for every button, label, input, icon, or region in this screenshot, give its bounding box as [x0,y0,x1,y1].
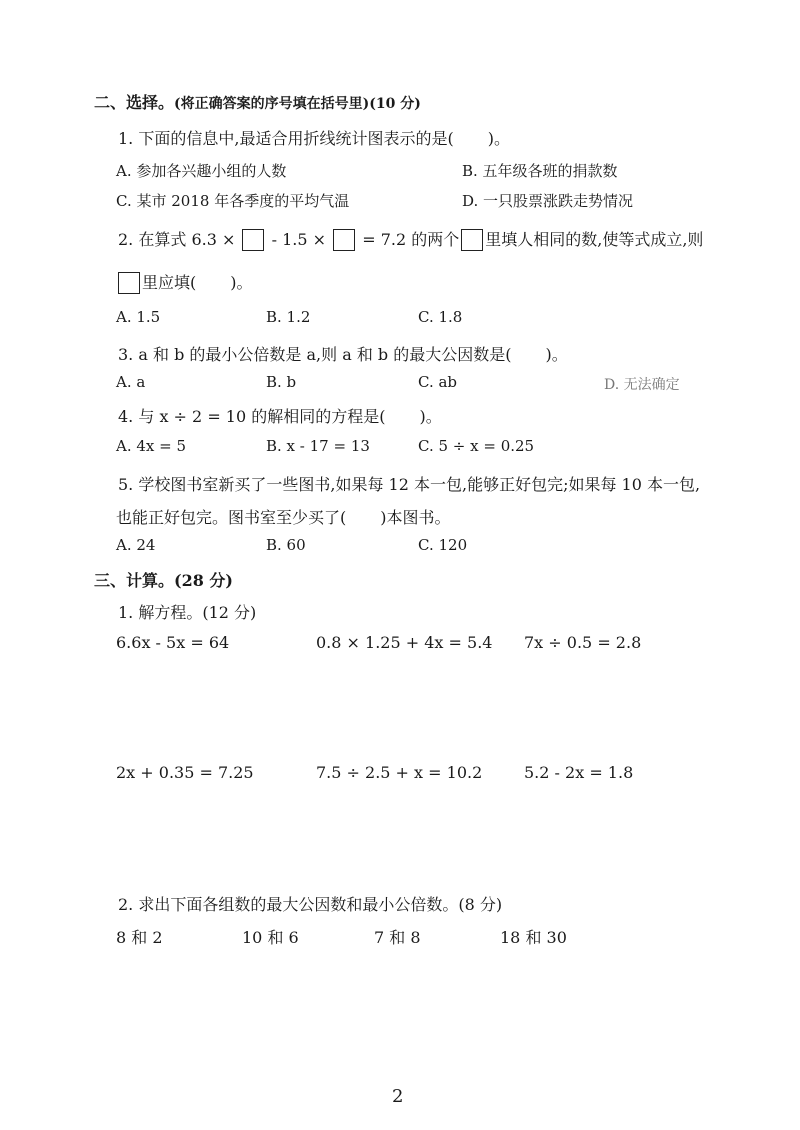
number-pair-2: 10 和 6 [242,928,299,947]
question-3-end: )。 [545,345,568,364]
question-3-option-a: A. a [116,373,146,391]
equation-3: 7x ÷ 0.5 = 2.8 [524,633,642,652]
question-3-option-c: C. ab [418,373,458,391]
question-2-box-3[interactable] [461,229,483,251]
question-1 [118,126,510,149]
equation-2: 0.8 × 1.25 + 4x = 5.4 [316,633,493,652]
number-pair-4: 18 和 30 [500,928,567,947]
equation-1: 6.6x - 5x = 64 [116,633,230,652]
question-2 [118,227,703,251]
question-3-text: a 和 b 的最小公倍数是 a,则 a 和 b 的最大公因数是( [138,345,512,364]
number-pair-1: 8 和 2 [116,928,163,947]
question-1-number: 1. [118,129,134,148]
calc-1-title: 1. 解方程。(12 分) [118,603,257,622]
question-5-option-b: B. 60 [266,536,306,554]
question-4-option-b: B. x - 17 = 13 [266,437,370,455]
question-5-line-2a: 也能正好包完。图书室至少买了( [116,508,347,527]
question-2-part2: - 1.5 × [271,230,327,249]
question-2-line-2 [116,270,253,294]
question-4-text: 与 x ÷ 2 = 10 的解相同的方程是( [138,407,386,426]
question-4-option-a: A. 4x = 5 [116,437,187,455]
question-2-part1: 在算式 6.3 × [138,230,236,249]
question-2-end: )。 [230,273,253,292]
question-5 [118,472,700,495]
question-4-number: 4. [118,407,134,426]
section-2-note: (将正确答案的序号填在括号里)(10 分) [174,96,421,112]
question-2-box-4[interactable] [118,272,140,294]
question-5-line-2 [116,505,451,528]
question-4-end: )。 [419,407,442,426]
question-3-option-b: B. b [266,373,297,391]
question-2-box-1[interactable] [242,229,264,251]
question-2-part4: 里填人相同的数,使等式成立,则 [485,230,704,249]
question-5-number: 5. [118,475,134,494]
question-2-option-a: A. 1.5 [116,308,161,326]
equation-5: 7.5 ÷ 2.5 + x = 10.2 [316,763,483,782]
question-2-option-c: C. 1.8 [418,308,463,326]
equation-6: 5.2 - 2x = 1.8 [524,763,634,782]
question-5-option-a: A. 24 [116,536,156,554]
equation-4: 2x + 0.35 = 7.25 [116,763,254,782]
section-2-title: 二、选择。 [94,93,175,112]
question-2-box-2[interactable] [333,229,355,251]
section-3-title: 三、计算。(28 分) [94,571,233,590]
calc-2-title: 2. 求出下面各组数的最大公因数和最小公倍数。(8 分) [118,895,503,914]
question-2-line2-text: 里应填( [142,273,197,292]
question-1-option-a: A. 参加各兴趣小组的人数 [116,162,287,180]
question-5-option-c: C. 120 [418,536,468,554]
question-1-option-d: D. 一只股票涨跌走势情况 [462,192,634,210]
question-5-line-1: 学校图书室新买了一些图书,如果每 12 本一包,能够正好包完;如果每 10 本一包, [138,475,701,494]
question-4 [118,404,442,427]
question-3 [118,342,568,365]
section-2-heading [94,90,421,113]
question-3-option-d: D. 无法确定 [604,377,680,393]
question-2-part3: = 7.2 的两个 [362,230,460,249]
page-number: 2 [392,1086,404,1107]
question-4-option-c: C. 5 ÷ x = 0.25 [418,437,535,455]
question-3-number: 3. [118,345,134,364]
question-2-number: 2. [118,230,134,249]
question-1-end: )。 [487,129,510,148]
question-1-option-b: B. 五年级各班的捐款数 [462,162,618,180]
number-pair-3: 7 和 8 [374,928,421,947]
question-1-text: 下面的信息中,最适合用折线统计图表示的是( [138,129,454,148]
question-2-option-b: B. 1.2 [266,308,311,326]
question-1-option-c: C. 某市 2018 年各季度的平均气温 [116,192,350,210]
question-5-line-2b: )本图书。 [380,508,451,527]
